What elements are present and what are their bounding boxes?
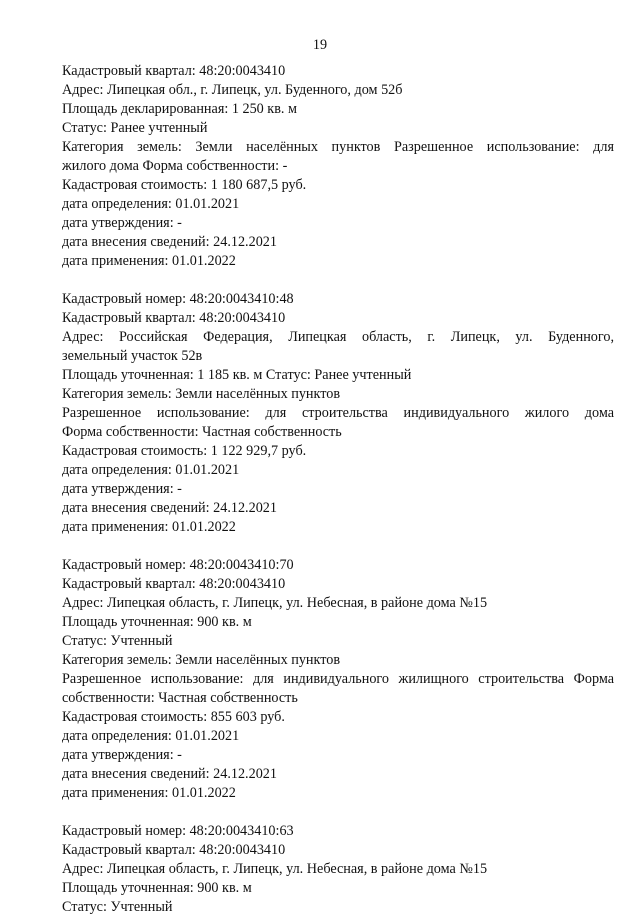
approval-date-line: дата утверждения: - — [62, 215, 182, 231]
address-line-continued: земельный участок 52в — [62, 348, 203, 364]
determination-date-line: дата определения: 01.01.2021 — [62, 462, 240, 478]
cadastral-number-line: Кадастровый номер: 48:20:0043410:70 — [62, 557, 294, 573]
ownership-line: Форма собственности: Частная собственность — [62, 424, 342, 440]
cadastral-quarter-line: Кадастровый квартал: 48:20:0043410 — [62, 63, 286, 79]
address-line: Адрес: Липецкая область, г. Липецк, ул. Небесная, в районе дома №15 — [62, 595, 488, 611]
entry-date-line: дата внесения сведений: 24.12.2021 — [62, 234, 277, 250]
determination-date-line: дата определения: 01.01.2021 — [62, 196, 240, 212]
area-line: Площадь уточненная: 900 кв. м — [62, 614, 252, 630]
ownership-line: собственности: Частная собственность — [62, 690, 298, 706]
area-line: Площадь декларированная: 1 250 кв. м — [62, 101, 297, 117]
application-date-line: дата применения: 01.01.2022 — [62, 253, 236, 269]
ownership-line: жилого дома Форма собственности: - — [62, 158, 288, 174]
cadastral-quarter-line: Кадастровый квартал: 48:20:0043410 — [62, 310, 286, 326]
land-category-line: Категория земель: Земли населённых пунктов — [62, 386, 341, 402]
area-status-line: Площадь уточненная: 1 185 кв. м Статус: Ранее учтенный — [62, 367, 412, 383]
entry-date-line: дата внесения сведений: 24.12.2021 — [62, 500, 277, 516]
determination-date-line: дата определения: 01.01.2021 — [62, 728, 240, 744]
cadastral-value-line: Кадастровая стоимость: 1 180 687,5 руб. — [62, 177, 307, 193]
cadastral-number-line: Кадастровый номер: 48:20:0043410:48 — [62, 291, 294, 307]
cadastral-quarter-line: Кадастровый квартал: 48:20:0043410 — [62, 576, 286, 592]
cadastral-number-line: Кадастровый номер: 48:20:0043410:63 — [62, 823, 294, 839]
status-line: Статус: Учтенный — [62, 899, 173, 915]
application-date-line: дата применения: 01.01.2022 — [62, 785, 236, 801]
status-line: Статус: Учтенный — [62, 633, 173, 649]
approval-date-line: дата утверждения: - — [62, 747, 182, 763]
page-number: 19 — [312, 37, 328, 53]
approval-date-line: дата утверждения: - — [62, 481, 182, 497]
status-line: Статус: Ранее учтенный — [62, 120, 208, 136]
address-line: Адрес: Липецкая область, г. Липецк, ул. Небесная, в районе дома №15 — [62, 861, 488, 877]
address-line: Адрес: Липецкая обл., г. Липецк, ул. Буденного, дом 52б — [62, 82, 403, 98]
land-category-line: Категория земель: Земли населённых пунктов — [62, 652, 341, 668]
cadastral-value-line: Кадастровая стоимость: 1 122 929,7 руб. — [62, 443, 307, 459]
address-line: Адрес: Российская Федерация, Липецкая область, г. Липецк, ул. Буденного, — [62, 329, 614, 345]
permitted-use-line: Разрешенное использование: для строительства индивидуального жилого дома — [62, 405, 614, 421]
land-category-line: Категория земель: Земли населённых пунктов Разрешенное использование: для — [62, 139, 614, 155]
area-line: Площадь уточненная: 900 кв. м — [62, 880, 252, 896]
entry-date-line: дата внесения сведений: 24.12.2021 — [62, 766, 277, 782]
cadastral-value-line: Кадастровая стоимость: 855 603 руб. — [62, 709, 285, 725]
cadastral-quarter-line: Кадастровый квартал: 48:20:0043410 — [62, 842, 286, 858]
permitted-use-line: Разрешенное использование: для индивидуального жилищного строительства Форма — [62, 671, 614, 687]
application-date-line: дата применения: 01.01.2022 — [62, 519, 236, 535]
